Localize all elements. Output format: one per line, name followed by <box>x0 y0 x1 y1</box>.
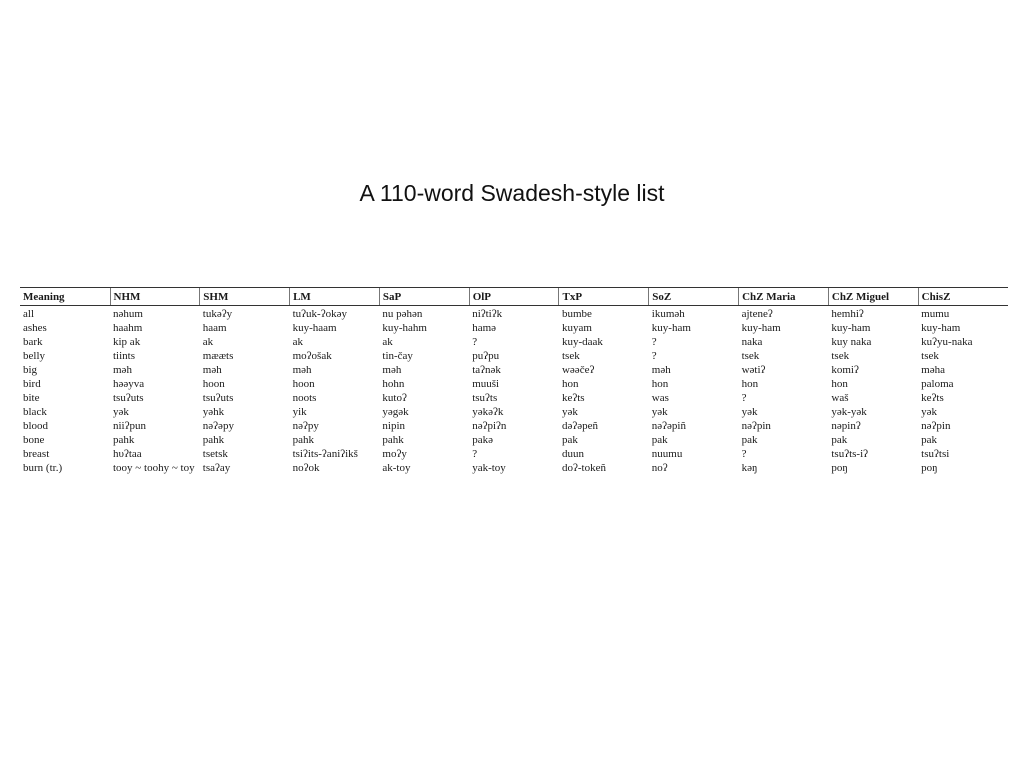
form-cell: tsuʔtsi <box>921 448 950 460</box>
form-cell: kuy-hahm <box>382 322 427 334</box>
meaning-cell: breast <box>23 448 50 460</box>
form-cell: noʔ <box>651 462 668 474</box>
meaning-cell: bone <box>23 434 45 446</box>
meaning-cell: burn (tr.) <box>23 462 63 474</box>
form-cell: ? <box>472 448 478 460</box>
form-cell: pak <box>921 434 938 446</box>
form-cell: kuy-ham <box>831 322 871 334</box>
form-cell: həəyva <box>113 378 145 390</box>
form-cell: kuy-ham <box>741 322 781 334</box>
form-cell: niiʔpun <box>113 420 146 432</box>
meaning-cell: blood <box>23 420 49 432</box>
form-cell: ? <box>651 350 657 362</box>
table-row <box>20 377 1008 391</box>
form-cell: ak-toy <box>382 462 411 474</box>
form-cell: hoon <box>202 378 225 390</box>
form-cell: tiints <box>113 350 136 362</box>
form-cell: pahk <box>292 434 314 446</box>
form-cell: tooy ~ toohy ~ toy <box>113 462 195 474</box>
meaning-cell: ashes <box>23 322 47 334</box>
form-cell: pak <box>831 434 848 446</box>
header-meaning: Meaning <box>20 288 110 306</box>
form-cell: tsetsk <box>202 448 228 460</box>
form-cell: nipin <box>382 420 406 432</box>
form-cell: hon <box>831 378 848 390</box>
form-cell: yik <box>292 406 307 418</box>
table-row <box>20 321 1008 335</box>
form-cell: ikuməh <box>651 308 685 320</box>
form-cell: puʔpu <box>472 350 500 362</box>
form-cell: ak <box>202 336 214 348</box>
table-row <box>20 349 1008 363</box>
form-cell: tsuʔuts <box>113 392 144 404</box>
header-nhm: NHM <box>110 288 200 306</box>
form-cell: haam <box>202 322 227 334</box>
form-cell: moʔošak <box>292 350 332 362</box>
form-cell: hυʔtaa <box>113 448 142 460</box>
form-cell: pak <box>561 434 578 446</box>
form-cell: niʔtiʔk <box>472 308 503 320</box>
form-cell: tukəʔy <box>202 308 233 320</box>
form-cell: tsek <box>831 350 850 362</box>
form-cell: hon <box>651 378 669 390</box>
table-row <box>20 447 1008 461</box>
meaning-cell: bite <box>23 392 40 404</box>
form-cell: bumbe <box>561 308 592 320</box>
form-cell: haahm <box>113 322 143 334</box>
header-txp: TxP <box>559 288 649 306</box>
form-cell: poŋ <box>831 462 848 474</box>
form-cell: hon <box>561 378 579 390</box>
form-cell: nuumu <box>651 448 683 460</box>
form-cell: məh <box>292 364 312 376</box>
form-cell: komiʔ <box>831 364 859 376</box>
form-cell: pak <box>651 434 668 446</box>
header-shm: SHM <box>200 288 290 306</box>
meaning-cell: belly <box>23 350 45 362</box>
form-cell: was <box>651 392 669 404</box>
header-lm: LM <box>290 288 380 306</box>
table-row <box>20 335 1008 349</box>
header-chz-maria: ChZ Maria <box>739 288 829 306</box>
form-cell: hemhiʔ <box>831 308 864 320</box>
form-cell: tsek <box>741 350 760 362</box>
header-soz: SoZ <box>649 288 739 306</box>
form-cell: mææts <box>202 350 234 362</box>
form-cell: yək <box>741 406 758 418</box>
form-cell: nəʔəpy <box>202 420 234 432</box>
form-cell: məh <box>202 364 222 376</box>
form-cell: ak <box>292 336 303 348</box>
table-row <box>20 461 1008 475</box>
form-cell: tsek <box>921 350 939 362</box>
form-cell: poŋ <box>921 462 938 474</box>
form-cell: tsuʔts <box>472 392 498 404</box>
form-cell: yək <box>651 406 668 418</box>
header-olp: OlP <box>469 288 559 306</box>
form-cell: ajtеneʔ <box>741 308 773 320</box>
form-cell: yak-toy <box>472 462 506 474</box>
form-cell: waš <box>831 392 849 404</box>
meaning-cell: big <box>23 364 38 376</box>
form-cell: nu pəhən <box>382 308 423 320</box>
form-cell: ak <box>382 336 393 348</box>
form-cell: tsaʔay <box>202 462 231 474</box>
header-chisz: ChisZ <box>918 288 1008 306</box>
form-cell: kuy-ham <box>651 322 691 334</box>
form-cell: taʔnək <box>472 364 501 376</box>
form-cell: kip ak <box>113 336 141 348</box>
form-cell: tin-čay <box>382 350 413 362</box>
form-cell: kuyam <box>561 322 592 334</box>
form-cell: ? <box>741 448 747 460</box>
form-cell: məh <box>382 364 402 376</box>
form-cell: mumu <box>921 308 950 320</box>
form-cell: yəkəʔk <box>472 406 504 418</box>
form-cell: ? <box>472 336 478 348</box>
table-row <box>20 363 1008 377</box>
form-cell: nəʔpiʔn <box>472 420 507 432</box>
form-cell: ? <box>651 336 657 348</box>
form-cell: tsek <box>561 350 580 362</box>
form-cell: pahk <box>202 434 225 446</box>
table-row <box>20 405 1008 419</box>
table-row <box>20 433 1008 447</box>
form-cell: məh <box>113 364 132 376</box>
meaning-cell: black <box>23 406 47 418</box>
form-cell: tsuʔts-iʔ <box>831 448 869 460</box>
swadesh-table-container <box>20 287 1008 475</box>
form-cell: yək-yək <box>831 406 867 418</box>
form-cell: tuʔuk-ʔokəy <box>292 308 347 320</box>
form-cell: doʔ-tokeñ <box>561 462 606 474</box>
form-cell: pahk <box>113 434 135 446</box>
form-cell: nəʔpin <box>741 420 771 432</box>
table-body <box>20 306 1008 476</box>
form-cell: naka <box>741 336 763 348</box>
form-cell: wəəčeʔ <box>561 364 595 376</box>
form-cell: wətiʔ <box>741 364 766 376</box>
meaning-cell: bird <box>23 378 41 390</box>
form-cell: nəpinʔ <box>831 420 861 432</box>
form-cell: kuy-ham <box>921 322 961 334</box>
table-header-row <box>20 288 1008 306</box>
form-cell: kuy naka <box>831 336 872 348</box>
meaning-cell: bark <box>23 336 43 348</box>
form-cell: keʔts <box>921 392 944 404</box>
form-cell: hon <box>741 378 759 390</box>
form-cell: noots <box>292 392 317 404</box>
form-cell: pahk <box>382 434 404 446</box>
form-cell: yək <box>561 406 578 418</box>
form-cell: hohn <box>382 378 405 390</box>
header-chz-miguel: ChZ Miguel <box>828 288 918 306</box>
form-cell: hoon <box>292 378 315 390</box>
form-cell: kuy-haam <box>292 322 337 334</box>
form-cell: duun <box>561 448 584 460</box>
form-cell: nəhum <box>113 308 143 320</box>
form-cell: nəʔpin <box>921 420 951 432</box>
form-cell: yək <box>921 406 938 418</box>
form-cell: tsuʔuts <box>202 392 234 404</box>
form-cell: noʔok <box>292 462 320 474</box>
form-cell: hamə <box>472 322 497 334</box>
form-cell: pakə <box>472 434 493 446</box>
swadesh-table <box>20 287 1008 475</box>
form-cell: kuy-daak <box>561 336 603 348</box>
form-cell: kəŋ <box>741 462 758 474</box>
table-row <box>20 419 1008 433</box>
form-cell: paloma <box>921 378 954 390</box>
header-sap: SaP <box>379 288 469 306</box>
form-cell: kuʔyu-naka <box>921 336 973 348</box>
form-cell: keʔts <box>561 392 585 404</box>
form-cell: muuši <box>472 378 500 390</box>
form-cell: ? <box>741 392 747 404</box>
table-row <box>20 391 1008 405</box>
table-row <box>20 306 1008 322</box>
form-cell: yək <box>113 406 129 418</box>
slide-title: A 110-word Swadesh-style list <box>359 180 665 206</box>
form-cell: dəʔəpeñ <box>561 420 599 432</box>
form-cell: yəhk <box>202 406 225 418</box>
form-cell: nəʔəpiñ <box>651 420 686 432</box>
form-cell: məha <box>921 364 945 376</box>
form-cell: məh <box>651 364 671 376</box>
form-cell: kutoʔ <box>382 392 407 404</box>
form-cell: tsiʔits-ʔaniʔikš <box>292 448 358 460</box>
form-cell: nəʔpy <box>292 420 319 432</box>
meaning-cell: all <box>23 308 34 320</box>
form-cell: pak <box>741 434 758 446</box>
form-cell: moʔy <box>382 448 407 460</box>
form-cell: yəgək <box>382 406 409 418</box>
